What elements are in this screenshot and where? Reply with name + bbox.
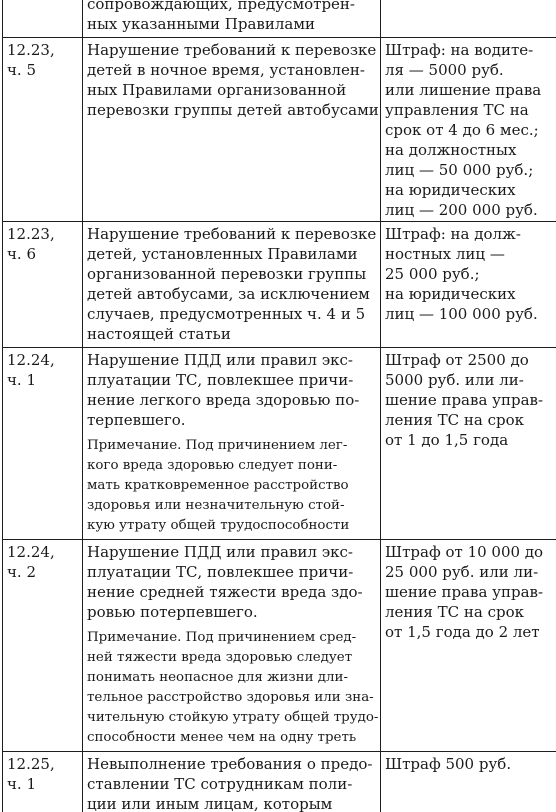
article-number: ч. 1 <box>7 775 36 793</box>
violation-line: нение легкого вреда здоровью по- <box>87 391 360 409</box>
penalty-line: Штраф 500 руб. <box>385 755 512 773</box>
note-line: тельное расстройство здоровья или зна- <box>87 690 374 705</box>
violation-cell <box>83 752 381 812</box>
violation-line: перевозки группы детей автобусами <box>87 101 379 119</box>
penalty-line: от 1 до 1,5 года <box>385 431 509 449</box>
violation-line: терпевшего. <box>87 411 186 429</box>
penalty-line: лиц — 100 000 руб. <box>385 305 538 323</box>
article-number: ч. 5 <box>7 61 36 79</box>
fines-table <box>2 0 556 812</box>
article-cell <box>3 752 83 812</box>
penalty-line: ля — 5000 руб. <box>385 61 504 79</box>
violation-text <box>87 754 378 812</box>
violation-cell <box>83 0 381 38</box>
violation-text <box>87 40 378 122</box>
violation-line: Нарушение ПДД или правил экс- <box>87 351 353 369</box>
violation-line: детей в ночное время, установлен- <box>87 61 365 79</box>
penalty-line: ления ТС на срок <box>385 411 524 429</box>
penalty-line: Штраф: на долж- <box>385 225 521 243</box>
violation-cell <box>83 222 381 348</box>
note-line: понимать неопасное для жизни дли- <box>87 670 348 685</box>
violation-line: ции или иным лицам, которым <box>87 795 333 812</box>
penalty-cell <box>381 222 556 348</box>
article-number: 12.24, <box>7 351 55 369</box>
violation-text <box>87 0 378 36</box>
penalty-cell <box>381 348 556 540</box>
violation-line: детей автобусами, за исключением <box>87 285 370 303</box>
violation-line: ных Правилами организованной <box>87 81 347 99</box>
violation-cell <box>83 38 381 222</box>
table-row <box>3 540 556 752</box>
penalty-cell <box>381 0 556 38</box>
violation-line: плуатации ТС, повлекшее причи- <box>87 371 354 389</box>
penalty-line: Штраф от 10 000 до <box>385 543 544 561</box>
violation-cell <box>83 348 381 540</box>
violation-line: Нарушение требований к перевозке <box>87 41 377 59</box>
table-row <box>3 752 556 812</box>
penalty-line: от 1,5 года до 2 лет <box>385 623 540 641</box>
note-line: чительную стойкую утрату общей трудо- <box>87 710 379 725</box>
penalty-line: 25 000 руб.; <box>385 265 480 283</box>
penalty-cell <box>381 38 556 222</box>
violation-line: ных указанными Правилами <box>87 15 316 33</box>
penalty-line: на юридических <box>385 181 516 199</box>
article-number: ч. 6 <box>7 245 36 263</box>
article-cell <box>3 222 83 348</box>
penalty-line: управления ТС на <box>385 101 529 119</box>
note-line: мать кратковременное расстройство <box>87 478 349 493</box>
article-number: 12.23, <box>7 41 55 59</box>
note-line: Примечание. Под причинением лег- <box>87 438 348 453</box>
violation-line: детей, установленных Правилами <box>87 245 358 263</box>
violation-line: ровью потерпевшего. <box>87 603 258 621</box>
violation-line: случаев, предусмотренных ч. 4 и 5 <box>87 305 366 323</box>
article-number: 12.25, <box>7 755 55 773</box>
penalty-line: или лишение права <box>385 81 542 99</box>
penalty-line: шение права управ- <box>385 583 544 601</box>
penalty-line: Штраф от 2500 до <box>385 351 529 369</box>
article-number: ч. 1 <box>7 371 36 389</box>
penalty-line: ления ТС на срок <box>385 603 524 621</box>
table-row <box>3 0 556 38</box>
note-line: Примечание. Под причинением сред- <box>87 630 357 645</box>
penalty-line: Штраф: на водите- <box>385 41 534 59</box>
penalty-line: на должностных <box>385 141 517 159</box>
note-line: кого вреда здоровью следует пони- <box>87 458 338 473</box>
note-line: кую утрату общей трудоспособности <box>87 518 350 533</box>
table-row <box>3 38 556 222</box>
penalty-cell <box>381 752 556 812</box>
table-row <box>3 222 556 348</box>
penalty-line: лиц — 200 000 руб. <box>385 201 538 219</box>
penalty-line: 25 000 руб. или ли- <box>385 563 539 581</box>
penalty-line: шение права управ- <box>385 391 544 409</box>
violation-line: Нарушение требований к перевозке <box>87 225 377 243</box>
violation-line: ставлении ТС сотрудникам поли- <box>87 775 353 793</box>
article-number: 12.24, <box>7 543 55 561</box>
article-cell <box>3 348 83 540</box>
article-cell <box>3 38 83 222</box>
violation-note <box>87 628 378 750</box>
violation-line: организованной перевозки группы <box>87 265 367 283</box>
violation-cell <box>83 540 381 752</box>
penalty-line: срок от 4 до 6 мес.; <box>385 121 539 139</box>
violation-text <box>87 224 378 346</box>
violation-note <box>87 436 378 538</box>
article-number: 12.23, <box>7 225 55 243</box>
violation-line: Нарушение ПДД или правил экс- <box>87 543 353 561</box>
note-line: ней тяжести вреда здоровью следует <box>87 650 353 665</box>
violation-text <box>87 542 378 624</box>
violation-line: плуатации ТС, повлекшее причи- <box>87 563 354 581</box>
violation-line: настоящей статьи <box>87 325 231 343</box>
violation-line: Невыполнение требования о предо- <box>87 755 373 773</box>
article-cell <box>3 0 83 38</box>
article-cell <box>3 540 83 752</box>
violation-line: нение средней тяжести вреда здо- <box>87 583 363 601</box>
penalty-cell <box>381 540 556 752</box>
penalty-line: лиц — 50 000 руб.; <box>385 161 534 179</box>
note-line: здоровья или незначительную стой- <box>87 498 345 513</box>
violation-text <box>87 350 378 432</box>
penalty-line: 5000 руб. или ли- <box>385 371 524 389</box>
violation-line: сопровождающих, предусмотрен- <box>87 0 355 13</box>
table-row <box>3 348 556 540</box>
penalty-line: ностных лиц — <box>385 245 505 263</box>
note-line: способности менее чем на одну треть <box>87 730 357 745</box>
penalty-line: на юридических <box>385 285 516 303</box>
article-number: ч. 2 <box>7 563 36 581</box>
